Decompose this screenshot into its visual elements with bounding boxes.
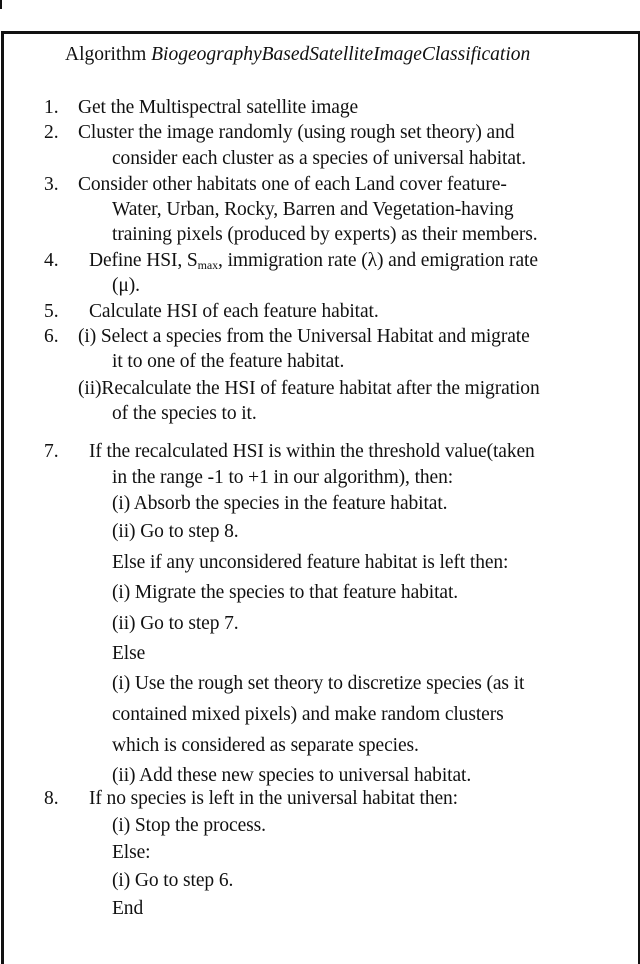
step-number: 7. <box>44 441 59 462</box>
step-line: (i) Use the rough set theory to discretize species (as it <box>112 673 525 694</box>
page-edge-mark <box>0 0 2 9</box>
step-number: 2. <box>44 122 59 143</box>
step-line: (ii)Recalculate the HSI of feature habitat after the migration <box>78 378 540 399</box>
step-number: 1. <box>44 97 59 118</box>
step-text: Define HSI, S <box>89 250 198 271</box>
step-line: (ii) Go to step 8. <box>112 521 239 542</box>
step-line: (ii) Add these new species to universal habitat. <box>112 765 472 786</box>
step-line: training pixels (produced by experts) as their members. <box>112 224 538 245</box>
step-line: (i) Select a species from the Universal Habitat and migrate <box>78 326 530 347</box>
algorithm-name: BiogeographyBasedSatelliteImageClassification <box>151 44 531 65</box>
step-text: , immigration rate (λ) and emigration rate <box>218 250 538 271</box>
step-line: If the recalculated HSI is within the threshold value(taken <box>89 441 535 462</box>
step-line: If no species is left in the universal habitat then: <box>89 788 458 809</box>
step-line: Cluster the image randomly (using rough set theory) and <box>78 122 515 143</box>
subscript: max <box>197 258 219 272</box>
step-line <box>89 250 538 272</box>
step-line: (i) Go to step 6. <box>112 870 234 891</box>
step-line: (i) Migrate the species to that feature habitat. <box>112 582 459 603</box>
step-line: Get the Multispectral satellite image <box>78 97 359 118</box>
algorithm-title <box>65 44 530 66</box>
step-line: Water, Urban, Rocky, Barren and Vegetation-having <box>112 199 514 220</box>
step-line: (i) Absorb the species in the feature habitat. <box>112 493 448 514</box>
algorithm-prefix: Algorithm <box>65 44 147 65</box>
step-line: in the range -1 to +1 in our algorithm), then: <box>112 467 454 488</box>
step-number: 6. <box>44 326 59 347</box>
step-number: 8. <box>44 788 59 809</box>
step-line: Else <box>112 643 146 664</box>
step-number: 3. <box>44 174 59 195</box>
step-line: Else if any unconsidered feature habitat is left then: <box>112 552 509 573</box>
step-line: End <box>112 898 144 919</box>
step-line: Else: <box>112 842 151 863</box>
step-line: contained mixed pixels) and make random clusters <box>112 704 504 725</box>
step-line: (i) Stop the process. <box>112 815 266 836</box>
step-number: 4. <box>44 250 59 271</box>
step-line: of the species to it. <box>112 403 257 424</box>
step-line: Calculate HSI of each feature habitat. <box>89 301 379 322</box>
step-line: which is considered as separate species. <box>112 735 419 756</box>
step-number: 5. <box>44 301 59 322</box>
step-line: (ii) Go to step 7. <box>112 613 239 634</box>
step-line: consider each cluster as a species of universal habitat. <box>112 148 527 169</box>
step-line: it to one of the feature habitat. <box>112 351 345 372</box>
step-line: (μ). <box>112 275 140 296</box>
step-line: Consider other habitats one of each Land cover feature- <box>78 174 507 195</box>
